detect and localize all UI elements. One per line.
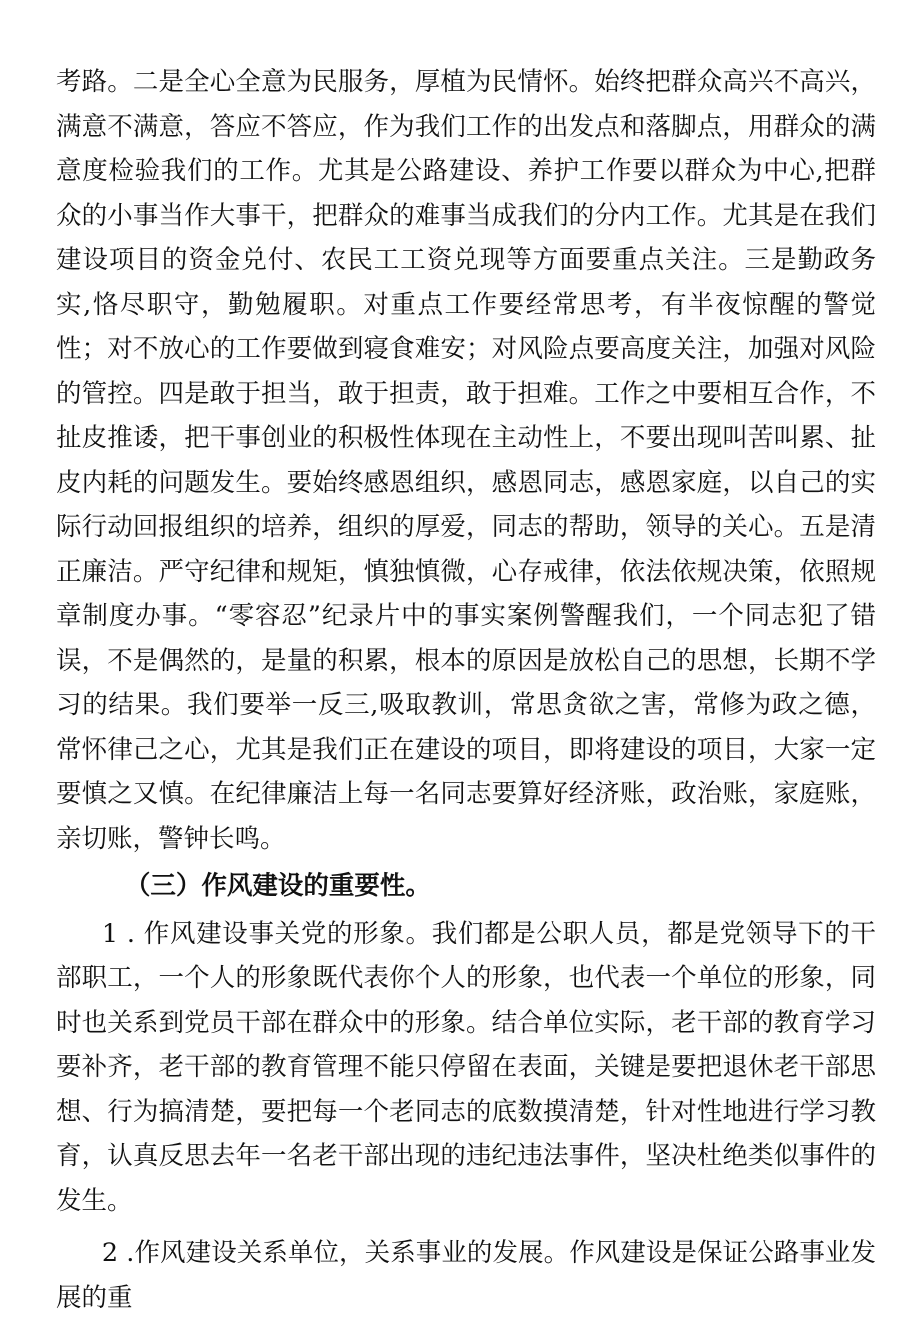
body-paragraph: 考路。二是全心全意为民服务，厚植为民情怀。始终把群众高兴不高兴，满意不满意，答应不答应，作为我们工作的出发点和落脚点，用群众的满意度检验我们的工作。尤其是公路建设、养护工作要以群众为中心,把群众的小事当作大事干，把群众的难事当成我们的分内工作。尤其是在我们建设项目的资金兑付、农民工工资兑现等方面要重点关注。三是勤政务实,恪尽职守，勤勉履职。对重点工作要经常思考，有半夜惊醒的警觉性；对不放心的工作要做到寝食难安；对风险点要高度关注，加强对风险的管控。四是敢于担当，敢于担责，敢于担难。工作之中要相互合作，不扯皮推诿，把干事创业的积极性体现在主动性上，不要出现叫苦叫累、扯皮内耗的问题发生。要始终感恩组织，感恩同志，感恩家庭，以自己的实际行动回报组织的培养，组织的厚爱，同志的帮助，领导的关心。五是清正廉洁。严守纪律和规矩，慎独慎微，心存戒律，依法依规决策，依照规章制度办事。“零容忍”纪录片中的事实案例警醒我们，一个同志犯了错误，不是偶然的，是量的积累，根本的原因是放松自己的思想，长期不学习的结果。我们要举一反三,吸取教训，常思贪欲之害，常修为政之德，常怀律己之心，尤其是我们正在建设的项目，即将建设的项目，大家一定要慎之又慎。在纪律廉洁上每一名同志要算好经济账，政治账，家庭账，亲切账，警钟长鸣。 (56, 67, 876, 854)
numbered-paragraph-2: 2 .作风建设关系单位，关系事业的发展。作风建设是保证公路事业发展的重 (56, 1238, 876, 1313)
section-heading: （三）作风建设的重要性。 (124, 871, 431, 901)
document-body (56, 60, 876, 1320)
numbered-paragraph-1: 1 . 作风建设事关党的形象。我们都是公职人员，都是党领导下的干部职工，一个人的形象既代表你个人的形象，也代表一个单位的形象，同时也关系到党员干部在群众中的形象。结合单位实际，老干部的教育学习要补齐，老干部的教育管理不能只停留在表面，关键是要把退休老干部思想、行为搞清楚，要把每一个老同志的底数摸清楚，针对性地进行学习教育，认真反思去年一名老干部出现的违纪违法事件，坚决杜绝类似事件的发生。 (56, 918, 876, 1216)
